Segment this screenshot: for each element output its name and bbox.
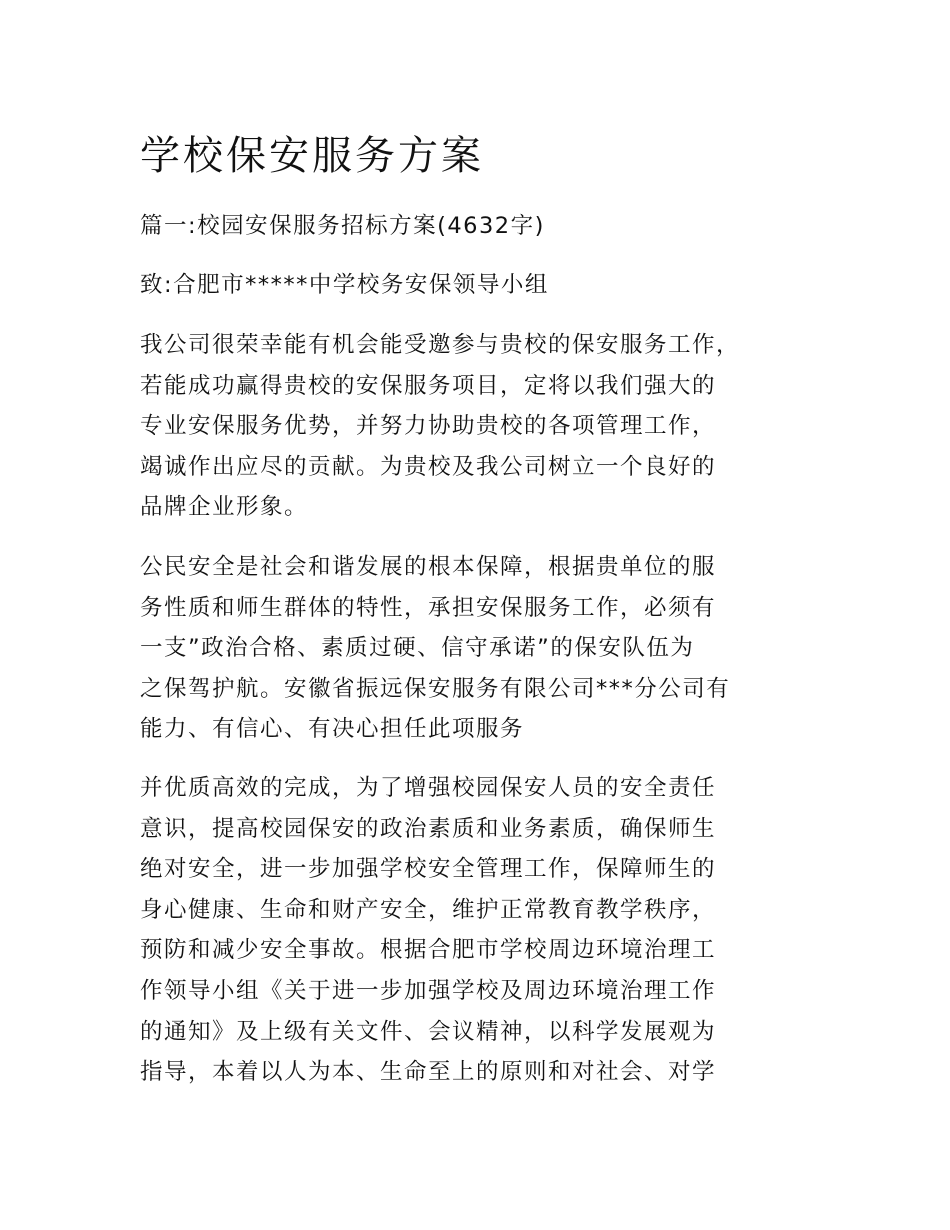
- paragraph-line: 预防和减少安全事故。根据合肥市学校周边环境治理工: [140, 937, 717, 964]
- paragraph-line: 指导，本着以人为本、生命至上的原则和对社会、对学: [140, 1059, 717, 1086]
- paragraph-line: 意识，提高校园保安的政治素质和业务素质，确保师生: [140, 815, 717, 842]
- paragraph-objectives: [140, 768, 716, 1093]
- paragraph-line: 我公司很荣幸能有机会能受邀参与贵校的保安服务工作，: [140, 332, 741, 358]
- paragraph-line: 一支”政治合格、素质过硬、信守承诺”的保安队伍为: [140, 635, 695, 662]
- paragraph-line: 竭诚作出应尽的贡献。为贵校及我公司树立一个良好的: [140, 453, 717, 480]
- paragraph-line: 若能成功赢得贵校的安保服务项目，定将以我们强大的: [140, 372, 717, 399]
- document-title: 学校保安服务方案: [140, 133, 484, 179]
- paragraph-line: 务性质和师生群体的特性，承担安保服务工作，必须有: [140, 594, 717, 621]
- addressee-line: 致:合肥市*****中学校务安保领导小组: [140, 272, 549, 298]
- paragraph-introduction: [140, 325, 740, 528]
- paragraph-line: 能力、有信心、有决心担任此项服务: [140, 716, 525, 743]
- paragraph-line: 作领导小组《关于进一步加强学校及周边环境治理工作: [140, 977, 717, 1004]
- paragraph-line: 身心健康、生命和财产安全，维护正常教育教学秩序，: [140, 896, 717, 923]
- paragraph-public-safety: [140, 547, 730, 750]
- paragraph-line: 并优质高效的完成，为了增强校园保安人员的安全责任: [140, 775, 717, 801]
- paragraph-line: 绝对安全，进一步加强学校安全管理工作，保障师生的: [140, 856, 717, 883]
- paragraph-line: 公民安全是社会和谐发展的根本保障，根据贵单位的服: [140, 554, 717, 580]
- paragraph-line: 品牌企业形象。: [140, 494, 309, 521]
- paragraph-line: 专业安保服务优势，并努力协助贵校的各项管理工作，: [140, 413, 717, 440]
- document-subtitle: 篇一:校园安保服务招标方案(4632字): [140, 213, 545, 239]
- paragraph-line: 的通知》及上级有关文件、会议精神，以科学发展观为: [140, 1018, 717, 1045]
- paragraph-line: 之保驾护航。安徽省振远保安服务有限公司***分公司有: [140, 675, 731, 702]
